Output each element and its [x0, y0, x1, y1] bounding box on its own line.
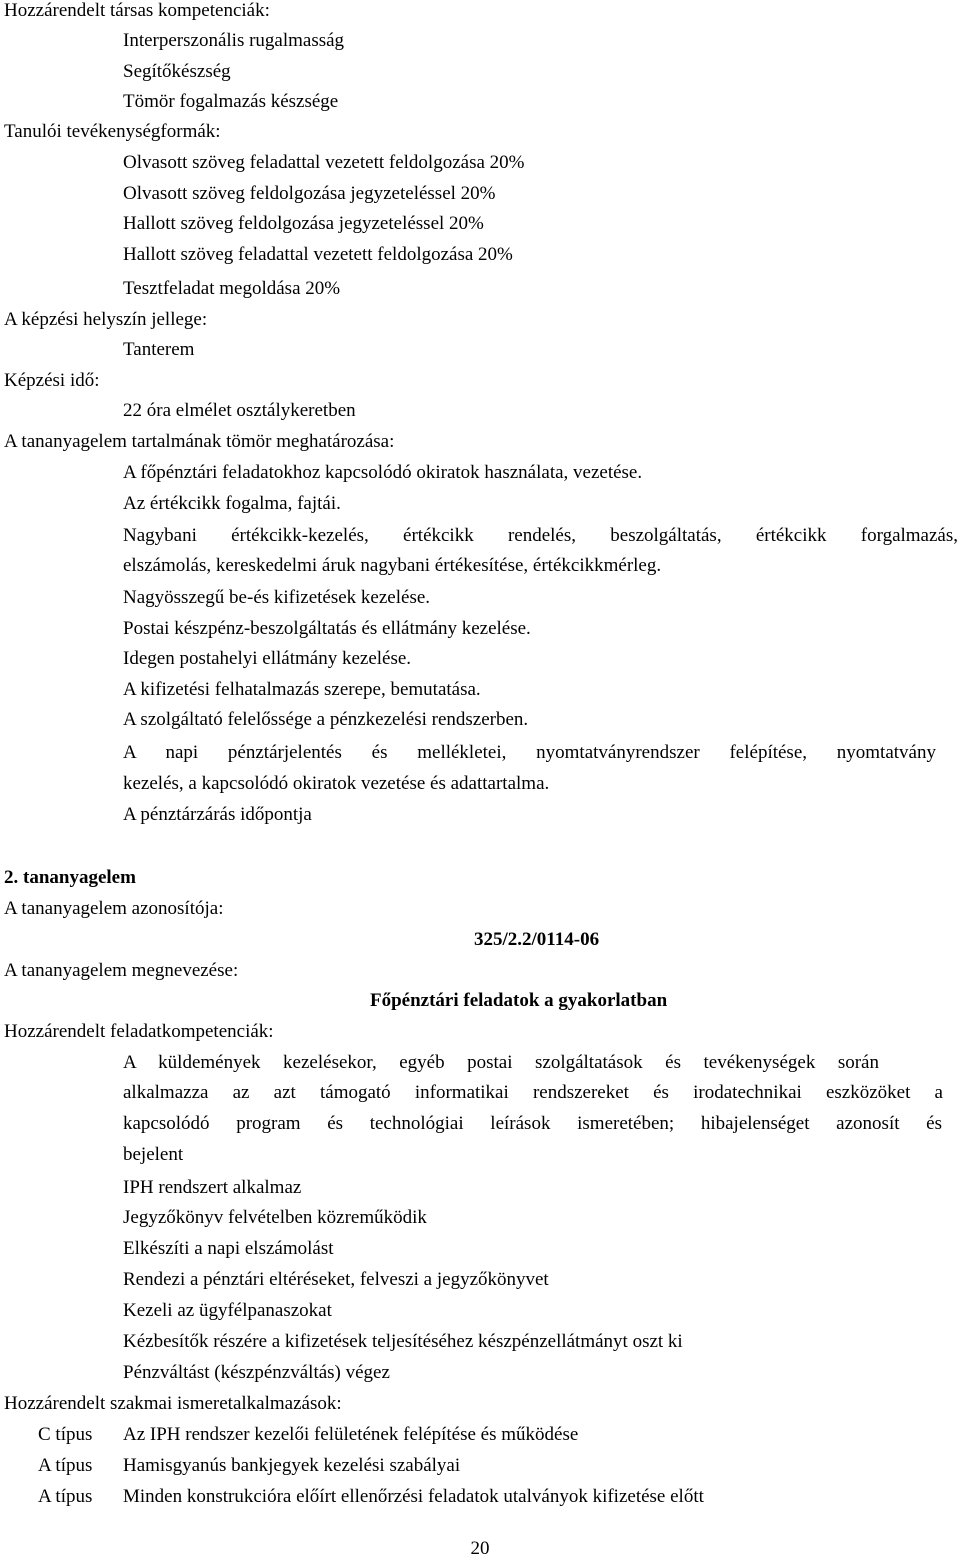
- task-item: IPH rendszert alkalmaz: [123, 1177, 302, 1198]
- element-name-label: A tananyagelem megnevezése:: [4, 960, 239, 981]
- activity-item: Olvasott szöveg feldolgozása jegyzeteléssel 20%: [123, 183, 496, 204]
- element-id-value: 325/2.2/0114-06: [474, 929, 600, 950]
- content-item: A pénztárzárás időpontja: [123, 804, 312, 825]
- content-summary-label: A tananyagelem tartalmának tömör meghatározása:: [4, 431, 395, 452]
- content-item: Postai készpénz-beszolgáltatás és ellátmány kezelése.: [123, 618, 531, 639]
- task-item: kapcsolódó program és technológiai leírások ismeretében; hibajelenséget azonosít és: [123, 1113, 942, 1134]
- knowledge-text: Minden konstrukcióra előírt ellenőrzési feladatok utalványok kifizetése előtt: [123, 1486, 704, 1507]
- page-number: 20: [470, 1538, 490, 1559]
- content-item: A napi pénztárjelentés és mellékletei, nyomtatványrendszer felépítése, nyomtatvány: [123, 742, 936, 763]
- activity-item: Hallott szöveg feladattal vezetett feldolgozása 20%: [123, 244, 513, 265]
- task-item: Pénzváltást (készpénzváltás) végez: [123, 1362, 390, 1383]
- knowledge-label: Hozzárendelt szakmai ismeretalkalmazások:: [4, 1393, 342, 1414]
- social-item: Segítőkészség: [123, 61, 231, 82]
- content-item: Az értékcikk fogalma, fajtái.: [123, 493, 341, 514]
- knowledge-type: A típus: [38, 1455, 93, 1476]
- content-item: elszámolás, kereskedelmi áruk nagybani értékesítése, értékcikkmérleg.: [123, 555, 662, 576]
- content-item: Nagybani értékcikk-kezelés, értékcikk rendelés, beszolgáltatás, értékcikk forgalmazás,: [123, 525, 958, 546]
- task-item: Elkészíti a napi elszámolást: [123, 1238, 334, 1259]
- element-id-label: A tananyagelem azonosítója:: [4, 898, 224, 919]
- task-item: Rendezi a pénztári eltéréseket, felveszi a jegyzőkönyvet: [123, 1269, 549, 1290]
- activity-item: Tesztfeladat megoldása 20%: [123, 278, 341, 299]
- content-item: A szolgáltató felelőssége a pénzkezelési rendszerben.: [123, 709, 529, 730]
- social-competencies-label: Hozzárendelt társas kompetenciák:: [4, 0, 270, 21]
- knowledge-type: C típus: [38, 1424, 93, 1445]
- task-item: A küldemények kezelésekor, egyéb postai szolgáltatások és tevékenységek során: [123, 1052, 879, 1073]
- activities-label: Tanulói tevékenységformák:: [4, 121, 221, 142]
- venue-label: A képzési helyszín jellege:: [4, 309, 208, 330]
- social-item: Interperszonális rugalmasság: [123, 30, 345, 51]
- content-item: Idegen postahelyi ellátmány kezelése.: [123, 648, 412, 669]
- task-competencies-label: Hozzárendelt feladatkompetenciák:: [4, 1021, 274, 1042]
- content-item: A főpénztári feladatokhoz kapcsolódó okiratok használata, vezetése.: [123, 462, 643, 483]
- task-item: Jegyzőkönyv felvételben közreműködik: [123, 1207, 427, 1228]
- knowledge-text: Hamisgyanús bankjegyek kezelési szabályai: [123, 1455, 461, 1476]
- section-heading: 2. tananyagelem: [4, 867, 136, 888]
- task-item: bejelent: [123, 1144, 184, 1165]
- training-time-value: 22 óra elmélet osztálykeretben: [123, 400, 356, 421]
- knowledge-type: A típus: [38, 1486, 93, 1507]
- venue-value: Tanterem: [123, 339, 195, 360]
- activity-item: Hallott szöveg feldolgozása jegyzeteléssel 20%: [123, 213, 484, 234]
- content-item: A kifizetési felhatalmazás szerepe, bemutatása.: [123, 679, 481, 700]
- content-item: kezelés, a kapcsolódó okiratok vezetése és adattartalma.: [123, 773, 550, 794]
- content-item: Nagyösszegű be-és kifizetések kezelése.: [123, 587, 431, 608]
- social-item: Tömör fogalmazás készsége: [123, 91, 339, 112]
- task-item: Kezeli az ügyfélpanaszokat: [123, 1300, 332, 1321]
- activity-item: Olvasott szöveg feladattal vezetett feldolgozása 20%: [123, 152, 525, 173]
- task-item: alkalmazza az azt támogató informatikai rendszereket és irodatechnikai eszközöket a: [123, 1082, 943, 1103]
- training-time-label: Képzési idő:: [4, 370, 100, 391]
- knowledge-text: Az IPH rendszer kezelői felületének felépítése és működése: [123, 1424, 579, 1445]
- element-name-value: Főpénztári feladatok a gyakorlatban: [370, 990, 668, 1011]
- task-item: Kézbesítők részére a kifizetések teljesítéséhez készpénzellátmányt oszt ki: [123, 1331, 683, 1352]
